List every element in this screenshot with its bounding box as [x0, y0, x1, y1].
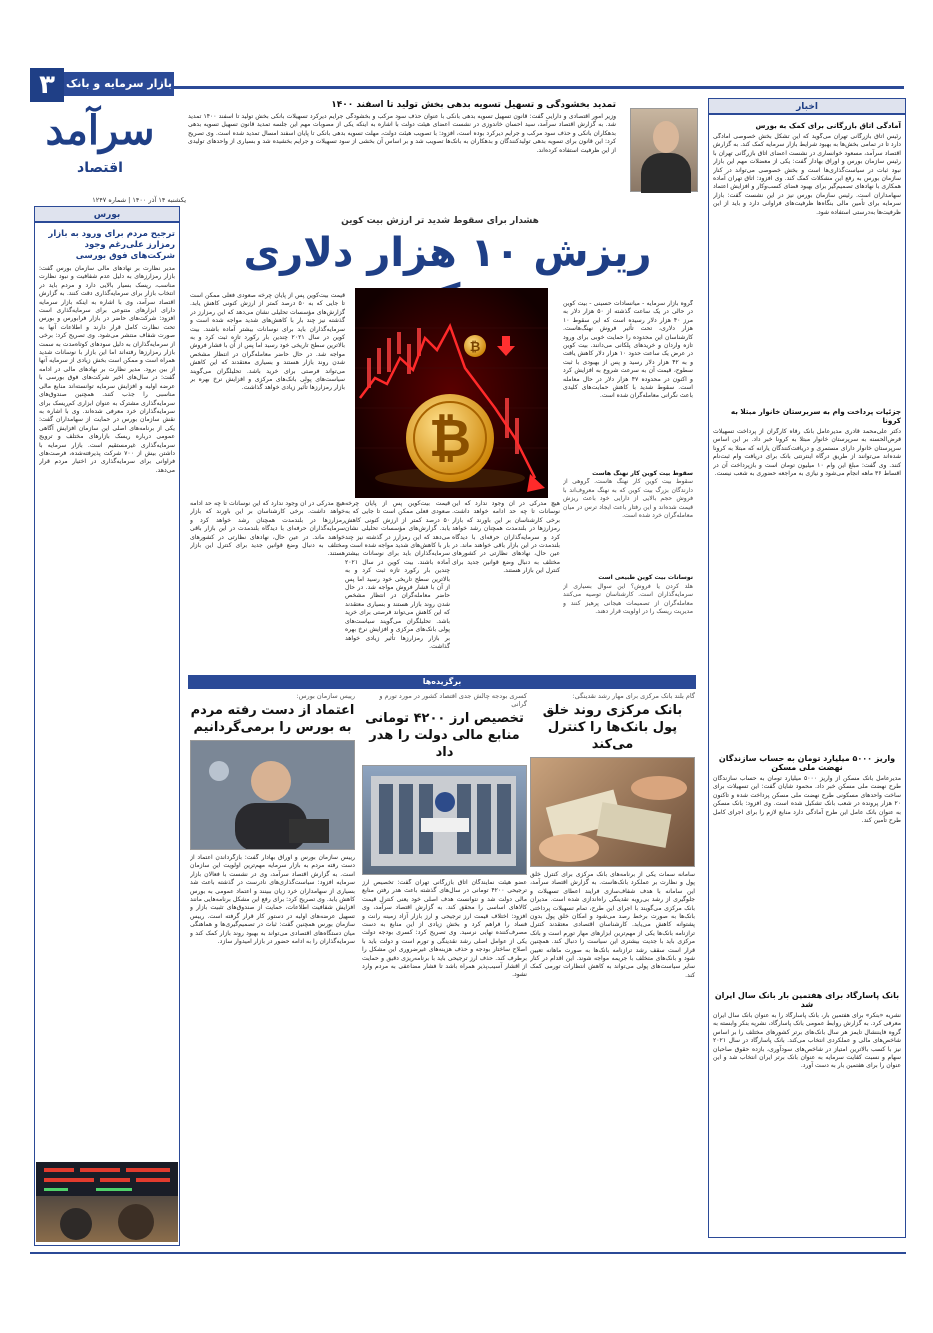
footer-divider [30, 1252, 906, 1254]
main-headline: ریزش ۱۰ هزار دلاری [243, 230, 652, 276]
news-heading: اخبار [709, 99, 905, 115]
svg-text:₿: ₿ [469, 340, 481, 355]
top-story [188, 100, 698, 210]
news-body-3: مدیرعامل بانک مسکن از واریز ۵۰۰۰ میلیارد تومان به حساب سازندگان طرح نهضت ملی مسکن خبر داد. محمود شایان گفت: این تسهیلات برای ساخت واحدهای مسکونی طرح نهضت ملی مسکن پرداخت شده و تاکنون ۲۰ هزار پرونده در شعب بانک تشکیل شده است. وی افزود: بانک مسکن به عنوان بانک عامل این طرح آمادگی دارد منابع لازم را برای اجرای کامل طرح تأمین کند. [713, 775, 901, 825]
trading-floor-graphic [36, 1162, 178, 1242]
main-col-a [190, 292, 345, 492]
main-lead [563, 300, 693, 672]
pick-1-kicker: گام بلند بانک مرکزی برای مهار رشد نقدینگی: [572, 692, 695, 700]
main-kicker: هشدار برای سقوط شدید تر ارزش بیت کوین [341, 216, 539, 226]
section-title: بازار سرمایه و بانک [64, 72, 174, 96]
page-number: ۳ [30, 68, 64, 102]
main-col-b-body: هیچ مدرکی در آن وجود ندارد که این نوسانات تا چه حد ادامه خواهد داشت. برخی کارشناسان بر این باورند که بازار رمزارزها در بلندمدت همچنان رشد خواهد کرد و سرمایه‌گذاران حرفه‌ای با دیدگاه بلندمدت در این بازار باقی خواهند ماند. در عین حال، نهادهای نظارتی در کشورهای مختلف به دنبال وضع قوانین جدید برای کنترل این بازار هستند. [190, 500, 345, 558]
news-title-2: جزئیات پرداخت وام به سربرستان خانوار مبتلا به کرونا [730, 407, 901, 425]
pick-2-body: عضو هیئت نمایندگان اتاق بازرگانی تهران گفت: تخصیص ارز ترجیحی ۴۲۰۰ تومانی در سال‌های گذشته باعث هدر رفتن منابع مالی دولت شد و نتوانست هدف اصلی خود یعنی کنترل قیمت کالاهای اساسی را محقق کند. به گزارش اقتصاد سرآمد، وی افزود: اختلاف قیمت ارز ترجیحی و ارز بازار آزاد زمینه رانت و فساد را فراهم کرد و بخش زیادی از این منابع به دست مصرف‌کننده نهایی نرسید. وی تصریح کرد: کسری بودجه دولت یکی از عوامل اصلی رشد نقدینگی و تورم است و دولت باید با اصلاح ساختار بودجه و حذف هزینه‌های غیرضروری این مشکل را برطرف کند. حذف ارز ترجیحی باید با برنامه‌ریزی دقیق و حمایت از اقشار آسیب‌پذیر همراه باشد تا فشار مضاعفی به مردم وارد نشود. [362, 879, 527, 979]
news-body-1: رئیس اتاق بازرگانی تهران می‌گوید که این تشکل بخش خصوصی آمادگی دارد تا در تمامی بخش‌ها به بهبود شرایط بازار سرمایه کمک کند. به گزارش اقتصاد سرآمد، مسعود خوانساری در نشست اعضای اتاق بازرگانی تهران با رئیس سازمان بورس و اوراق بهادار گفت: یکی از معضلات مهم این بازار نبود ثبات در سیاست‌گذاری‌ها است و بخش خصوصی می‌تواند در کنار سازمان بورس به رفع این مشکلات کمک کند. وی افزود: اتاق تهران آماده همکاری با نهادهای تصمیم‌گیر برای بهبود فضای کسب‌وکار و افزایش اعتماد سهامداران است. رئیس سازمان بورس نیز در این نشست گفت: بازار سرمایه برای تأمین مالی بنگاه‌ها ظرفیت‌های فراوانی دارد و باید از این ظرفیت‌ها به‌درستی استفاده شود. [713, 133, 901, 216]
news-body-4: نشریه «بنکر» برای هفتمین بار، بانک پاسارگاد را به عنوان بانک سال ایران معرفی کرد. به گزارش روابط عمومی بانک پاسارگاد، نشریه بنکر وابسته به گروه فایننشال تایمز هر سال بانک‌های برتر کشورهای مختلف را بر اساس شاخص‌های مالی و عملکردی انتخاب می‌کند. بانک پاسارگاد در سال ۲۰۲۱ نیز با کسب بالاترین امتیاز در شاخص‌های سودآوری، بازده حقوق صاحبان سهام و نسبت کفایت سرمایه به عنوان بانک برتر ایران انتخاب شد و این عنوان را برای هفتمین بار به دست آورد. [713, 1012, 901, 1070]
pick-2-title: تخصیص ارز ۴۲۰۰ تومانی منابع مالی دولت را هدر داد [365, 711, 524, 760]
pick-3-photo [190, 740, 355, 850]
pick-3 [190, 692, 355, 1252]
pick-1 [530, 692, 695, 1252]
news-title-1: آمادگی اتاق بازرگانی برای کمک به بورس [755, 121, 901, 130]
logo-main: سرآمد [45, 107, 155, 154]
pick-1-photo [530, 757, 695, 867]
lead-body: گروه بازار سرمایه - میانسادات حسینی - بیت کوین در حالی در یک ساعت گذشته از ۵۰ هزار دلار به مرز ۴۰ هزار دلار رسیده است که این سقوط ۱۰ هزار دلاری، تحت تأثیر فروش نهنگ‌هاست. کارشناسان این محدوده را حمایت خوبی برای ورود تازه واردان و خریدهای پلکانی می‌دانند. بیت کوین در عرض یک ساعت حدود ۱۰ هزار دلار کاهش یافت و به ۴۲ هزار دلار رسید و پس از بهبودی با ثبت سطوح، قیمت آن به سرعت شروع به افزایش کرد و اکنون در محدوده ۴۷ هزار دلار در حال معامله است. سقوط شدید با کاهش حمایت‌های کلیدی باعث نگرانی معامله‌گران شده است. [563, 300, 693, 400]
pick-1-title: بانک مرکزی روند خلق پول بانک‌ها را کنترل می‌کند [542, 703, 683, 752]
pick-3-body: رییس سازمان بورس و اوراق بهادار گفت: بازگرداندن اعتماد از دست رفته مردم به بازار سرمایه مهم‌ترین اولویت این سازمان است. به گزارش اقتصاد سرآمد، وی در نشست با فعالان بازار سرمایه افزود: سیاست‌گذاری‌های نادرست در گذشته باعث شد بسیاری از سهامداران خرد زیان ببینند و اعتماد عمومی به بورس کاهش یابد. وی تصریح کرد: برای رفع این مشکل برنامه‌هایی مانند افزایش شفافیت اطلاعات، حمایت از صندوق‌های تثبیت بازار و تسهیل عرضه‌های اولیه در دستور کار قرار گرفته است. رییس سازمان بورس همچنین گفت: ثبات در تصمیم‌گیری‌ها و هماهنگی میان دستگاه‌های اقتصادی می‌تواند به بهبود روند بازار کمک کند و سرمایه‌گذاران را به ادامه حضور در بازار امیدوار سازد. [190, 854, 355, 946]
lead-body-2: سقوط بیت کوین کار نهنگ هاست. گروهی از دارندگان بزرگ بیت کوین که به نهنگ معروف‌اند با فروش حجم بالایی از دارایی خود باعث ریزش قیمت شده‌اند و این رفتار باعث ایجاد ترس در میان معامله‌گران خرد شده است. [563, 478, 693, 520]
main-col-c-body: قیمت بیت‌کوین پس از پایان چرخه صعودی فعلی ممکن است تا جایی که به ۵۰ درصد کمتر از ارزش کنونی کاهش یابد. گزارش‌های مؤسسات تحلیلی نشان می‌دهد که این رمزارز در گذشته نیز چند بار با کاهش‌های شدید مواجه شده است و سرمایه‌گذاران باید برای نوسانات بیشتر آماده باشند. بیت کوین در سال ۲۰۲۱ چندین بار رکورد تازه ثبت کرد و به بالاترین سطح تاریخی خود رسید اما پس از آن با فشار فروش مواجه شد. در حال حاضر معامله‌گران در انتظار مشخص شدن روند بازار هستند و بسیاری معتقدند که این کاهش می‌تواند فرصتی برای خرید باشد. تحلیلگران می‌گویند سیاست‌های پولی بانک‌های مرکزی و افزایش نرخ بهره بر بازار رمزارزها تأثیر زیادی خواهد گذاشت. [345, 500, 450, 650]
pick-3-title: اعتماد از دست رفته مردم به بورس را برمی‌گردانیم [190, 703, 355, 735]
chamber-building-graphic [362, 766, 526, 875]
section-divider [174, 86, 904, 89]
bourse-title: ترجیح مردم برای ورود به بازار رمزارز علی‌رغم وجود شرکت‌های فوق بورسی [48, 229, 175, 261]
logo-sub: اقتصاد [77, 160, 123, 176]
top-story-body: وزیر امور اقتصادی و دارایی گفت: قانون تسهیل تسویه بدهی بانکی با عنوان حذف سود مرکب و بخشودگی جرایم دیرکرد تسهیلات بانکی بخش تولید تا اسفند ۱۴۰۰ تمدید شد. به گزارش اقتصاد سرآمد، سید احسان خاندوزی در نشست اعضای هیئت دولت با اشاره به اینکه یکی از مصوبات مهم این جلسه تمدید قانون تسهیل تسویه بدهی بدهکاران بانکی و حذف سود مرکب و جرایم دیرکرد بوده است، افزود: با تصویب هیئت دولت، مهلت تسویه بدهی بانکی تا پایان اسفند امسال تمدید شده است. وی تصریح کرد: این قانون برای تسویه بدهی تولیدکنندگان و بدهکاران به بانک‌ها تصویب شد و بر اساس آن بخشی از سود تسهیلات و جرایم بخشیده شد و بسیاری از واحدهای تولیدی از این ظرفیت استفاده کرده‌اند. [188, 113, 616, 154]
bitcoin-crash-chart [355, 288, 548, 498]
bourse-chief-graphic [190, 741, 354, 850]
main-col-d-body: هیچ مدرکی در آن وجود ندارد که این نوسانات تا چه حد ادامه خواهد داشت. برخی کارشناسان بر این باورند که بازار رمزارزها در بلندمدت همچنان رشد خواهد کرد و سرمایه‌گذاران حرفه‌ای با دیدگاه بلندمدت در این بازار باقی خواهند ماند. در عین حال، نهادهای نظارتی در کشورهای مختلف به دنبال وضع قوانین جدید برای کنترل این بازار هستند. [452, 500, 560, 575]
lead-body-3: هلد کردن یا فروش؟ این سوال بسیاری از سرمایه‌گذاران است. کارشناسان توصیه می‌کنند معامله‌گران از تصمیمات هیجانی پرهیز کنند و مدیریت ریسک را در اولویت قرار دهند. [563, 582, 693, 616]
top-story-title: تمدید بخشودگی و تسهیل تسویه بدهی بخش تولید تا اسفند ۱۴۰۰ [331, 100, 616, 110]
news-column [708, 98, 906, 1238]
trading-floor-photo [36, 1162, 178, 1242]
money-hands-graphic [530, 758, 694, 867]
main-col-b [190, 500, 345, 672]
main-col-a-body: قیمت بیت‌کوین پس از پایان چرخه صعودی فعلی ممکن است تا جایی که به ۵۰ درصد کمتر از ارزش کنونی کاهش یابد. گزارش‌های مؤسسات تحلیلی نشان می‌دهد که این رمزارز در گذشته نیز چند بار با کاهش‌های شدید مواجه شده است و سرمایه‌گذاران باید برای نوسانات بیشتر آماده باشند. بیت کوین در سال ۲۰۲۱ چندین بار رکورد تازه ثبت کرد و به بالاترین سطح تاریخی خود رسید اما پس از آن با فشار فروش مواجه شد. در حال حاضر معامله‌گران در انتظار مشخص شدن روند بازار هستند و بسیاری معتقدند که این کاهش می‌تواند فرصتی برای خرید باشد. تحلیلگران می‌گویند سیاست‌های پولی بانک‌های مرکزی و افزایش نرخ بهره بر بازار رمزارزها تأثیر زیادی خواهد گذاشت. [190, 292, 345, 392]
news-body-2: دکتر علی‌محمد قادری مدیرعامل بانک رفاه کارگران از پرداخت تسهیلات قرض‌الحسنه به سرپرستان خانوار مبتلا به کرونا خبر داد. بر این اساس سرپرستان خانوار دارای مستمری و دریافت‌کنندگان یارانه که مبتلا به کرونا شده‌اند می‌توانند از طریق درگاه اینترنتی بانک برای دریافت وام ثبت‌نام کنند. وی گفت: مبلغ این وام ۱۰ میلیون تومان است و بازپرداخت آن در اقساط ۳۶ ماهه انجام می‌شود و نیازی به مراجعه حضوری به شعب نیست. [713, 428, 901, 478]
pick-2-kicker: کسری بودجه چالش جدی اقتصاد کشور در مورد تورم و گرانی [379, 692, 527, 708]
main-col-d [452, 500, 560, 672]
pick-2-photo [362, 765, 527, 875]
bourse-heading: بورس [35, 207, 179, 223]
lead-subhead-1: سقوط بیت کوین کار نهنگ هاست [592, 470, 693, 477]
main-col-c [345, 500, 450, 672]
issue-date: یکشنبه ۱۴ آذر ۱۴۰۰ | شماره ۱۲۴۷ [92, 196, 186, 204]
bourse-body: مدیر نظارت بر نهادهای مالی سازمان بورس گفت: بازار رمزارزهای به دلیل عدم شفافیت و نبود نظارت مناسب، ریسک بسیار بالایی دارد و مردم باید در انتخاب بازار برای سرمایه‌گذاری دقت کنند. به گزارش اقتصاد سرآمد، وی با اشاره به اینکه بازار سرمایه دارای ابزارهای متنوعی برای سرمایه‌گذاری است افزود: شرکت‌های حاضر در بازار فرابورس و بورس تحت نظارت کامل قرار دارند و اطلاعات آنها به صورت شفاف منتشر می‌شود. وی تصریح کرد: برخی از سرمایه‌گذاران به دلیل سودهای کوتاه‌مدت به سمت بازار رمزارزها رفته‌اند اما این بازار با نوسانات شدید همراه است و ممکن است بخش زیادی از سرمایه آنها از بین برود. مدیر نظارت بر نهادهای مالی در ادامه گفت: در سال‌های اخیر شرکت‌های فوق بورسی با عرضه اولیه و افزایش سرمایه توانسته‌اند منابع مالی مناسبی را جذب کنند. همچنین صندوق‌های سرمایه‌گذاری مشترک به عنوان ابزاری کم‌ریسک برای سرمایه‌گذاران خرد معرفی شده‌اند. وی با اشاره به نقش سازمان بورس در حمایت از سهامداران گفت: یکی از برنامه‌های اصلی این سازمان افزایش آگاهی عمومی درباره ریسک بازارهای مختلف و ترویج سرمایه‌گذاری غیرمستقیم است. بازار سرمایه با داشتن بیش از ۷۰۰ شرکت پذیرفته‌شده، فرصت‌های فراوانی برای سرمایه‌گذاری در اختیار مردم قرار می‌دهد. [39, 265, 175, 474]
bourse-column [34, 206, 180, 1246]
lead-subhead-2: نوسانات بیت کوین طبیعی است [598, 574, 693, 582]
news-title-3: واریز ۵۰۰۰ میلیارد تومان به حساب سازندگان نهضت ملی مسکن [718, 754, 896, 772]
pick-3-kicker: رییس سازمان بورس: [296, 692, 355, 700]
bitcoin-crash-graphic [355, 288, 548, 498]
newspaper-logo [40, 105, 160, 195]
news-title-4: بانک پاسارگاد برای هفتمین بار بانک سال ایران شد [714, 991, 900, 1009]
minister-photo [630, 108, 698, 192]
picks-heading: برگزیده‌ها [188, 675, 696, 689]
pick-2 [362, 692, 527, 1252]
pick-1-body: سامانه سمات یکی از برنامه‌های بانک مرکزی برای کنترل خلق پول و نظارت بر عملکرد بانک‌هاست. به گزارش اقتصاد سرآمد، این سامانه با هدف شفاف‌سازی فرایند اعطای تسهیلات و جلوگیری از رشد بی‌رویه نقدینگی راه‌اندازی شده است. مدیران بانک مرکزی می‌گویند با اجرای این طرح، تمام تسهیلات پرداختی بانک‌ها به صورت برخط رصد می‌شود و امکان خلق پول بدون پشتوانه کاهش می‌یابد. کارشناسان اقتصادی معتقدند کنترل ترازنامه بانک‌ها یکی از مهم‌ترین ابزارهای مهار تورم است و بانک مرکزی باید با جدیت بیشتری این سیاست را دنبال کند. همچنین قرار است سقف رشد ترازنامه بانک‌ها به صورت ماهانه تعیین شود و بانک‌های متخلف با جریمه مواجه شوند. این اقدام در کنار سایر سیاست‌های پولی می‌تواند به کاهش انتظارات تورمی کمک کند. [530, 871, 695, 979]
svg-text:₿: ₿ [428, 409, 472, 469]
